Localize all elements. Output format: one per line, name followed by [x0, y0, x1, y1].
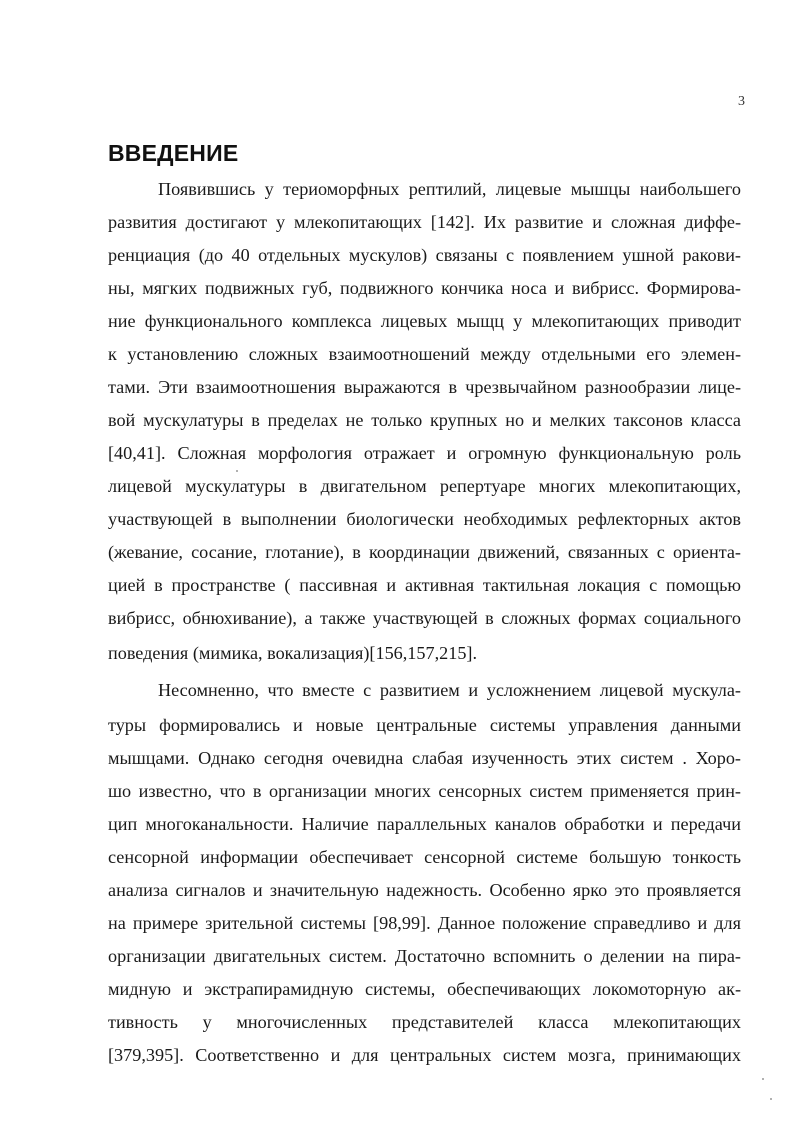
- paragraph-1-line-14: вибрисс, обнюхивание), а также участвующей в сложных формах социального: [108, 608, 741, 628]
- paragraph-1-line-8: вой мускулатуры в пределах не только крупных но и мелких таксонов класса: [108, 410, 741, 430]
- paragraph-2-line-11: тивность у многочисленных представителей класса млекопитающих: [108, 1012, 741, 1032]
- scan-speck: [236, 470, 238, 472]
- paragraph-2-line-5: цип многоканальности. Наличие параллельных каналов обработки и передачи: [108, 814, 741, 834]
- paragraph-2-line-12: [379,395]. Соответственно и для центральных систем мозга, принимающих: [108, 1045, 741, 1065]
- section-heading: ВВЕДЕНИЕ: [108, 140, 239, 166]
- paragraph-1-line-2: развития достигают у млекопитающих [142]. Их развитие и сложная диффе-: [108, 212, 741, 232]
- scan-speck: [762, 1078, 764, 1080]
- paragraph-1-line-13: цией в пространстве ( пассивная и активная тактильная локация с помощью: [108, 575, 741, 595]
- paragraph-1-line-11: участвующей в выполнении биологически необходимых рефлекторных актов: [108, 509, 741, 529]
- paragraph-2-line-1: Несомненно, что вместе с развитием и усложнением лицевой мускула-: [158, 680, 741, 700]
- paragraph-1-line-15: поведения (мимика, вокализация)[156,157,215].: [108, 643, 478, 663]
- page-number: 3: [738, 94, 745, 109]
- paragraph-1-line-3: ренциация (до 40 отдельных мускулов) связаны с появлением ушной ракови-: [108, 245, 741, 265]
- paragraph-1-line-7: тами. Эти взаимоотношения выражаются в чрезвычайном разнообразии лице-: [108, 377, 741, 397]
- paragraph-1-line-5: ние функционального комплекса лицевых мыщц у млекопитающих приводит: [108, 311, 741, 331]
- paragraph-2-line-9: организации двигательных систем. Достаточно вспомнить о делении на пира-: [108, 946, 741, 966]
- paragraph-1-line-9: [40,41]. Сложная морфология отражает и огромную функциональную роль: [108, 443, 741, 463]
- paragraph-2-line-2: туры формировались и новые центральные системы управления данными: [108, 715, 741, 735]
- scan-speck: [770, 1098, 772, 1100]
- paragraph-1-line-10: лицевой мускулатуры в двигательном репертуаре многих млекопитающих,: [108, 476, 741, 496]
- paragraph-1-line-1: Появившись у териоморфных рептилий, лицевые мышцы наибольшего: [158, 179, 741, 199]
- paragraph-1-line-6: к установлению сложных взаимоотношений между отдельными его элемен-: [108, 344, 741, 364]
- paragraph-2-line-4: шо известно, что в организации многих сенсорных систем применяется прин-: [108, 781, 741, 801]
- paragraph-2-line-6: сенсорной информации обеспечивает сенсорной системе большую тонкость: [108, 847, 741, 867]
- paragraph-2-line-10: мидную и экстрапирамидную системы, обеспечивающих локомоторную ак-: [108, 979, 741, 999]
- paragraph-2-line-3: мышцами. Однако сегодня очевидна слабая изученность этих систем . Хоро-: [108, 748, 741, 768]
- paragraph-1-line-4: ны, мягких подвижных губ, подвижного кончика носа и вибрисс. Формирова-: [108, 278, 741, 298]
- paragraph-2-line-8: на примере зрительной системы [98,99]. Данное положение справедливо и для: [108, 913, 741, 933]
- paragraph-1-line-12: (жевание, сосание, глотание), в координации движений, связанных с ориента-: [108, 542, 741, 562]
- paragraph-2-line-7: анализа сигналов и значительную надежность. Особенно ярко это проявляется: [108, 880, 741, 900]
